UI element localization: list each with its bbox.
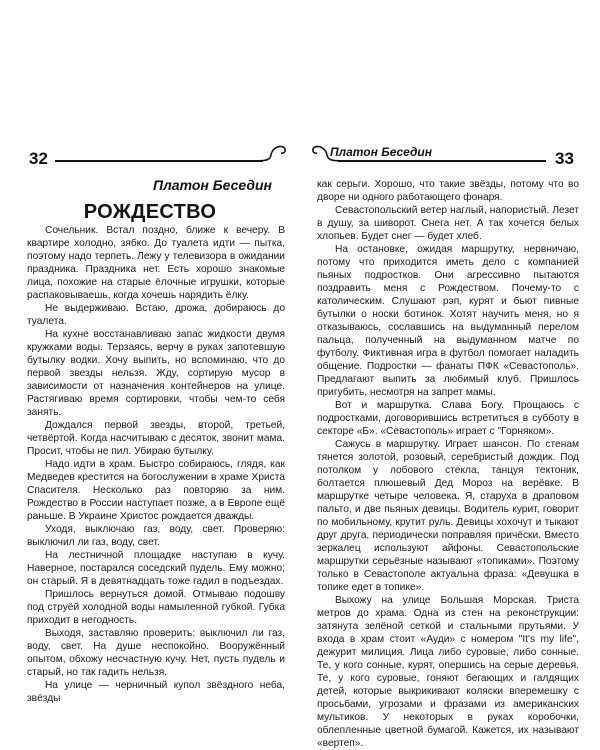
paragraph: Надо идти в храм. Быстро собираюсь, глядя, как Медведев крестится на богослужении в храме Христа Спасителя. Несколько раз повторяю за ним. Рождество в России наступает позже, а в Европе ещё раньше. В Украине Христос рождается дважды. xyxy=(27,459,285,522)
paragraph: Выходя, заставляю проверить: выключил ли газ, воду, свет. На душе неспокойно. Вооружённый опытом, обхожу несчастную кучу. Нет, пусть пудель и старый, но так гадить нельзя. xyxy=(27,628,285,678)
paragraph: На остановке, ожидая маршрутку, нервничаю, потому что приходится иметь дело с компанией пьяных подростков. Они агрессивно пытаются поздравить меня с Рождеством. Почему-то с католическим. Слушают рэп, курят и бьют пивные бутылки о носки ботинок. Хотят научить меня, но я отказываюсь, сославшись на выдуманный перелом пальца, полученный на выдуманном матче по футболу. Фиктивная игра в футбол помогает наладить общение. Подростки — фанаты ПФК «Севастополь». Предлагают выпить за любимый клуб. Пришлось пригубить, несмотря на запрет мамы. xyxy=(317,244,579,398)
left-text-column xyxy=(27,224,285,705)
paragraph: Сажусь в маршрутку. Играет шансон. По стенам тянется золотой, розовый, серебристый дождик. Под потолком у лобового стекла, танцуя тектоник, болтается плюшевый Дед Мороз на верёвке. В маршрутке четыре человека. Я, старуха в драповом пальто, и две пьяных девицы. Водитель курит, говорит по мобильному, крутит руль. Девицы хохочут и тыкают друг друга, периодически поправляя причёски. Вместо зеркалец используют айфоны. Севастопольские маршрутки серьёзные называют «топиками». Поэтому только в Севастополе актуальна фраза: «Девушка в топике едет в топике». xyxy=(317,439,579,593)
page-number-right: 33 xyxy=(555,149,574,168)
paragraph: Пришлось вернуться домой. Отмываю подошву под струёй холодной воды намыленной губкой. Губка приходит в негодность. xyxy=(27,589,285,626)
paragraph: Вот и маршрутка. Слава Богу. Прощаюсь с подростками, договорившись встретиться в субботу в секторе «Б». «Севастополь» играет с "Горняком». xyxy=(317,400,579,437)
paragraph: Выхожу на улице Большая Морская. Триста метров до храма. Одна из стен на реконструкции: затянута зелёной сеткой и стальными прутьями. У входа в храм стоит «Ауди» с номером "It's my life", дежурит милиция. Лица либо суровые, либо сонные. Те, у кого сонные, курят, опершись на серые деревья. Те, у кого суровые, гоняют бегающих и галдящих детей, которые выкрикивают коляски вперемешку с просьбами, угрозами и фразами из американских мультиков. У некоторых в руках коробочки, облепленные цветной бумагой. Кажется, их называют «вертеп». xyxy=(317,595,579,749)
story-title: РОЖДЕСТВО xyxy=(83,201,217,223)
paragraph: На кухне восстанавливаю запас жидкости двумя кружками воды. Терзаясь, верчу в руках запотевшую бутылку водки. Хочу выпить, но вспоминаю, что до первой звезды нельзя. Жду, сортирую мусор в зависимости от назначения контейнеров на улице. Растягиваю время сортировки, чтобы чем-то себя занять. xyxy=(27,329,285,418)
header-rule-left xyxy=(55,160,263,162)
paragraph: Дождался первой звезды, второй, третьей, четвёртой. Когда насчитываю с десяток, звонит мама. Просит, чтобы не пил. Убираю бутылку. xyxy=(27,420,285,457)
author-name: Платон Беседин xyxy=(153,177,272,193)
paragraph: Не выдерживаю. Встаю, дрожа, добираюсь до туалета. xyxy=(27,303,285,327)
paragraph: Сочельник. Встал поздно, ближе к вечеру. В квартире холодно, зябко. До туалета идти — пытка, поэтому надо терпеть. Лежу у телевизора в ожидании праздника. Праздника нет. Есть хорошо знакомые лица, похожие на старые ёлочные игрушки, которые распаковываешь, когда хочешь нарядить ёлку. xyxy=(27,225,285,301)
header-rule-right xyxy=(338,160,546,162)
paragraph: Севастопольский ветер наглый, напористый. Лезет в душу, за шиворот. Снега нет. А так хочется белых хлопьев. Будет снег — будет хлеб. xyxy=(317,205,579,242)
paragraph: На лестничной площадке наступаю в кучу. Наверное, постарался соседский пудель. Ему можно; он старый. Я в девятнадцать тоже гадил в подъездах. xyxy=(27,550,285,587)
paragraph: Уходя, выключаю газ, воду, свет. Проверяю: выключил ли газ, воду, свет. xyxy=(27,524,285,548)
paragraph: На улице — черничный купол звёздного неба, звёзды xyxy=(27,680,285,704)
page-number-left: 32 xyxy=(29,149,48,168)
running-head: Платон Беседин xyxy=(330,145,432,159)
header-ornament-left xyxy=(256,141,288,163)
right-page xyxy=(300,0,600,750)
paragraph-continuation: как серьги. Хорошо, что такие звёзды, потому что во дворе ни одного работающего фонаря. xyxy=(317,179,579,203)
